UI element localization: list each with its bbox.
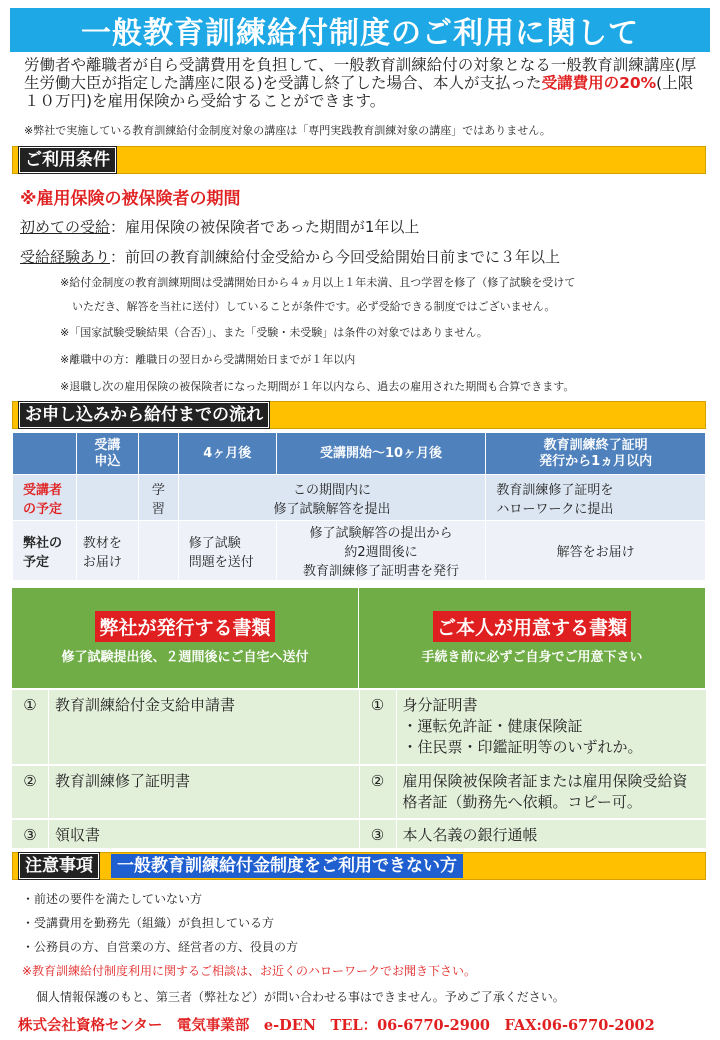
- flow-header: 受講開始～10ヶ月後: [276, 433, 486, 475]
- document-row: [12, 764, 706, 818]
- doc-number: ①: [370, 696, 385, 714]
- documents-right-title: ご本人が用意する書類: [433, 611, 631, 642]
- section-notice-label2: 一般教育訓練給付金制度をご利用できない方: [111, 854, 463, 878]
- flow-cell: [138, 521, 178, 581]
- flow-cell: 修了試験 問題を送付: [178, 521, 276, 581]
- notice-item: ・公務員の方、自営業の方、経営者の方、役員の方: [22, 940, 299, 954]
- flow-cell: この期間内に 修了試験解答を提出: [178, 475, 486, 521]
- flow-cell: 教材を お届け: [76, 521, 138, 581]
- condition-exp-label: 受給経験あり: [20, 248, 111, 266]
- documents-table: [12, 588, 706, 848]
- condition-first-text: ：雇用保険の被保険者であった期間が1年以上: [110, 218, 420, 236]
- documents-right-header: [359, 588, 706, 688]
- conditions-heading: ※雇用保険の被保険者の期間: [20, 189, 241, 209]
- flow-table: [12, 432, 706, 581]
- condition-first: [20, 216, 419, 237]
- doc-right: 本人名義の銀行通帳: [396, 820, 707, 848]
- section-flow-label: お申し込みから給付までの流れ: [19, 402, 269, 428]
- documents-left-sub: 修了試験提出後、２週間後にご自宅へ送付: [61, 650, 309, 665]
- intro-highlight: 受講費用の20%: [541, 74, 657, 92]
- notice-item: ・受講費用を勤務先（組織）が負担している方: [22, 916, 275, 930]
- intro-text-1: 労働者や離職者が自ら受講費用を負担して、一般教育訓練給付の対象となる一般教育訓練講座(厚生労働大臣が指定した講座に限る)を受講し終了した場合、本人が支払った: [24, 56, 697, 92]
- flow-cell: 解答をお届け: [486, 521, 706, 581]
- doc-number: ①: [23, 696, 37, 714]
- flow-cell: [76, 475, 138, 521]
- intro-note: ※弊社で実施している教育訓練給付金制度対象の講座は「専門実践教育訓練対象の講座」ではありません。: [24, 124, 551, 137]
- flow-row-label: 受講者 の予定: [13, 475, 77, 521]
- flow-header: 4ヶ月後: [178, 433, 276, 475]
- condition-note: ※「国家試験受験結果（合否）」、また「受験・未受験」は条件の対象ではありません。: [60, 326, 488, 339]
- condition-exp-text: ：前回の教育訓練給付金受給から今回受給開始日前までに３年以上: [110, 248, 561, 266]
- condition-note: ※給付金制度の教育訓練期間は受講開始日から４ヵ月以上１年未満、且つ学習を修了（修了試験を受けて: [60, 276, 576, 289]
- flow-row-label: 弊社の 予定: [13, 521, 77, 581]
- condition-experienced: [20, 246, 560, 267]
- doc-number: ②: [23, 772, 37, 790]
- section-flow: [12, 401, 706, 429]
- documents-left-header: [12, 588, 359, 688]
- section-notice-label: 注意事項: [19, 853, 99, 879]
- doc-left: 教育訓練修了証明書: [48, 766, 359, 818]
- doc-right: 身分証明書 ・運転免許証・健康保険証 ・住民票・印鑑証明等のいずれか。: [396, 690, 707, 764]
- intro-text: [24, 56, 704, 110]
- flow-header: [138, 433, 178, 475]
- intro-text-2: (上限１０万円)を雇用保険から受給することができます。: [24, 74, 694, 110]
- doc-left: 教育訓練給付金支給申請書: [48, 690, 359, 764]
- notice-item: ・前述の要件を満たしていない方: [22, 892, 203, 906]
- flow-cell: 学 習: [138, 475, 178, 521]
- documents-right-sub: 手続き前に必ずご自身でご用意下さい: [421, 650, 643, 665]
- condition-first-label: 初めての受給: [20, 218, 111, 236]
- doc-right: 雇用保険被保険者証または雇用保険受給資格者証（勤務先へ依頼。コピー可。: [396, 766, 707, 818]
- doc-number: ③: [370, 826, 385, 844]
- doc-number: ③: [23, 826, 37, 844]
- notice-privacy: 個人情報保護のもと、第三者（弊社など）が問い合わせる事はできません。予めご了承ください。: [36, 990, 565, 1004]
- doc-number: ②: [370, 772, 385, 790]
- notice-red-note: ※教育訓練給付制度利用に関するご相談は、お近くのハローワークでお聞き下さい。: [22, 964, 477, 978]
- flow-cell: 教育訓練修了証明を ハローワークに提出: [486, 475, 706, 521]
- section-conditions-label: ご利用条件: [19, 147, 116, 173]
- document-row: [12, 818, 706, 848]
- section-conditions: [12, 146, 706, 174]
- documents-left-title: 弊社が発行する書類: [95, 611, 274, 642]
- flow-cell: 修了試験解答の提出から 約2週間後に 教育訓練修了証明書を発行: [276, 521, 486, 581]
- doc-left: 領収書: [48, 820, 359, 848]
- condition-note: ※退職し次の雇用保険の被保険者になった期間が１年以内なら、過去の雇用された期間も合算できます。: [60, 380, 575, 393]
- flow-header: [13, 433, 77, 475]
- document-row: [12, 688, 706, 764]
- page-title: 一般教育訓練給付制度のご利用に関して: [10, 8, 710, 52]
- flow-header: 受講 申込: [76, 433, 138, 475]
- condition-note: ※離職中の方：離職日の翌日から受講開始日までが１年以内: [60, 353, 356, 366]
- footer-contact: 株式会社資格センター 電気事業部 e-DEN TEL：06-6770-2900 FAX:06-6770-2002: [18, 1017, 655, 1034]
- condition-note: いただき、解答を当社に送付）していることが条件です。必ず受給できる制度ではございません。: [72, 300, 556, 313]
- section-notice: [12, 852, 706, 880]
- flow-header: 教育訓練終了証明 発行から1ヵ月以内: [486, 433, 706, 475]
